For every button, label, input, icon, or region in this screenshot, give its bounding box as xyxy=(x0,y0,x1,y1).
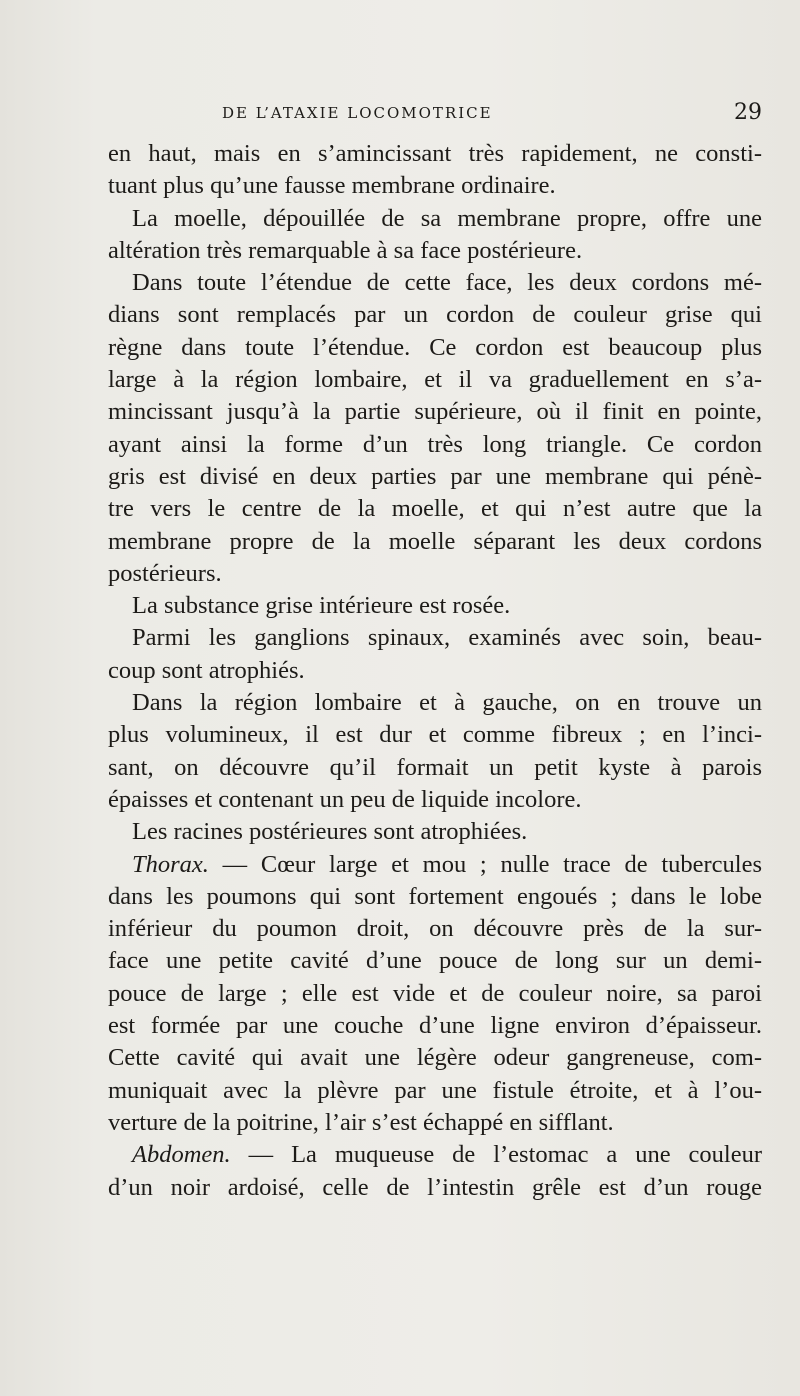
text-line: d’un noir ardoisé, celle de l’intestin grêle est d’un rouge xyxy=(108,1173,762,1201)
text-line: muniquait avec la plèvre par une fistule étroite, et à l’ou- xyxy=(108,1076,762,1104)
text-line: Les racines postérieures sont atrophiées. xyxy=(132,818,528,846)
text-line: Cœur large et mou ; nulle trace de tubercules xyxy=(260,850,762,878)
abdomen-line xyxy=(108,1139,762,1171)
text-line: tre vers le centre de la moelle, et qui n’est autre que la xyxy=(108,495,762,523)
text-line: Dans la région lombaire et à gauche, on en trouve un xyxy=(132,689,762,717)
text-line: La substance grise intérieure est rosée. xyxy=(132,592,511,620)
text-line: postérieurs. xyxy=(108,559,222,587)
thorax-dash: — xyxy=(208,850,261,878)
text-line: plus volumineux, il est dur et comme fibreux ; en l’inci- xyxy=(108,721,762,749)
abdomen-heading: Abdomen. xyxy=(132,1141,231,1169)
thorax-heading: Thorax. xyxy=(132,850,209,878)
abdomen-dash: — xyxy=(230,1141,292,1169)
text-line: large à la région lombaire, et il va graduellement en s’a- xyxy=(108,366,762,394)
text-line: La muqueuse de l’estomac a une couleur xyxy=(291,1141,762,1169)
text-line: dans les poumons qui sont fortement engoués ; dans le lobe xyxy=(108,882,762,910)
text-line: gris est divisé en deux parties par une membrane qui pénè- xyxy=(108,462,762,490)
text-line: Cette cavité qui avait une légère odeur gangreneuse, com- xyxy=(108,1044,762,1072)
body-text xyxy=(108,138,762,1204)
text-line: ayant ainsi la forme d’un très long triangle. Ce cordon xyxy=(108,430,762,458)
text-line: face une petite cavité d’une pouce de long sur un demi- xyxy=(108,947,762,975)
text-line: Parmi les ganglions spinaux, examinés avec soin, beau- xyxy=(132,624,762,652)
running-head xyxy=(100,100,762,130)
text-line: épaisses et contenant un peu de liquide incolore. xyxy=(108,785,582,813)
text-line: est formée par une couche d’une ligne environ d’épaisseur. xyxy=(108,1012,762,1040)
text-line: règne dans toute l’étendue. Ce cordon est beaucoup plus xyxy=(108,333,762,361)
text-line: inférieur du poumon droit, on découvre près de la sur- xyxy=(108,915,762,943)
text-line: mincissant jusqu’à la partie supérieure, où il finit en pointe, xyxy=(108,398,762,426)
text-line: verture de la poitrine, l’air s’est échappé en sifflant. xyxy=(108,1108,614,1136)
text-line: en haut, mais en s’amincissant très rapidement, ne consti- xyxy=(108,140,762,167)
page-number: 29 xyxy=(734,100,762,125)
text-line: membrane propre de la moelle séparant les deux cordons xyxy=(108,527,762,555)
text-line: La moelle, dépouillée de sa membrane propre, offre une xyxy=(132,204,762,232)
text-line: Dans toute l’étendue de cette face, les deux cordons mé- xyxy=(132,269,762,297)
text-line: coup sont atrophiés. xyxy=(108,656,305,684)
thorax-line xyxy=(108,849,762,881)
text-line: altération très remarquable à sa face postérieure. xyxy=(108,236,583,264)
text-line: dians sont remplacés par un cordon de couleur grise qui xyxy=(108,301,762,329)
text-line: pouce de large ; elle est vide et de couleur noire, sa paroi xyxy=(108,979,762,1007)
text-line: sant, on découvre qu’il formait un petit kyste à parois xyxy=(108,753,762,781)
text-line: tuant plus qu’une fausse membrane ordinaire. xyxy=(108,172,556,200)
running-title: DE L’ATAXIE LOCOMOTRICE xyxy=(222,104,493,122)
